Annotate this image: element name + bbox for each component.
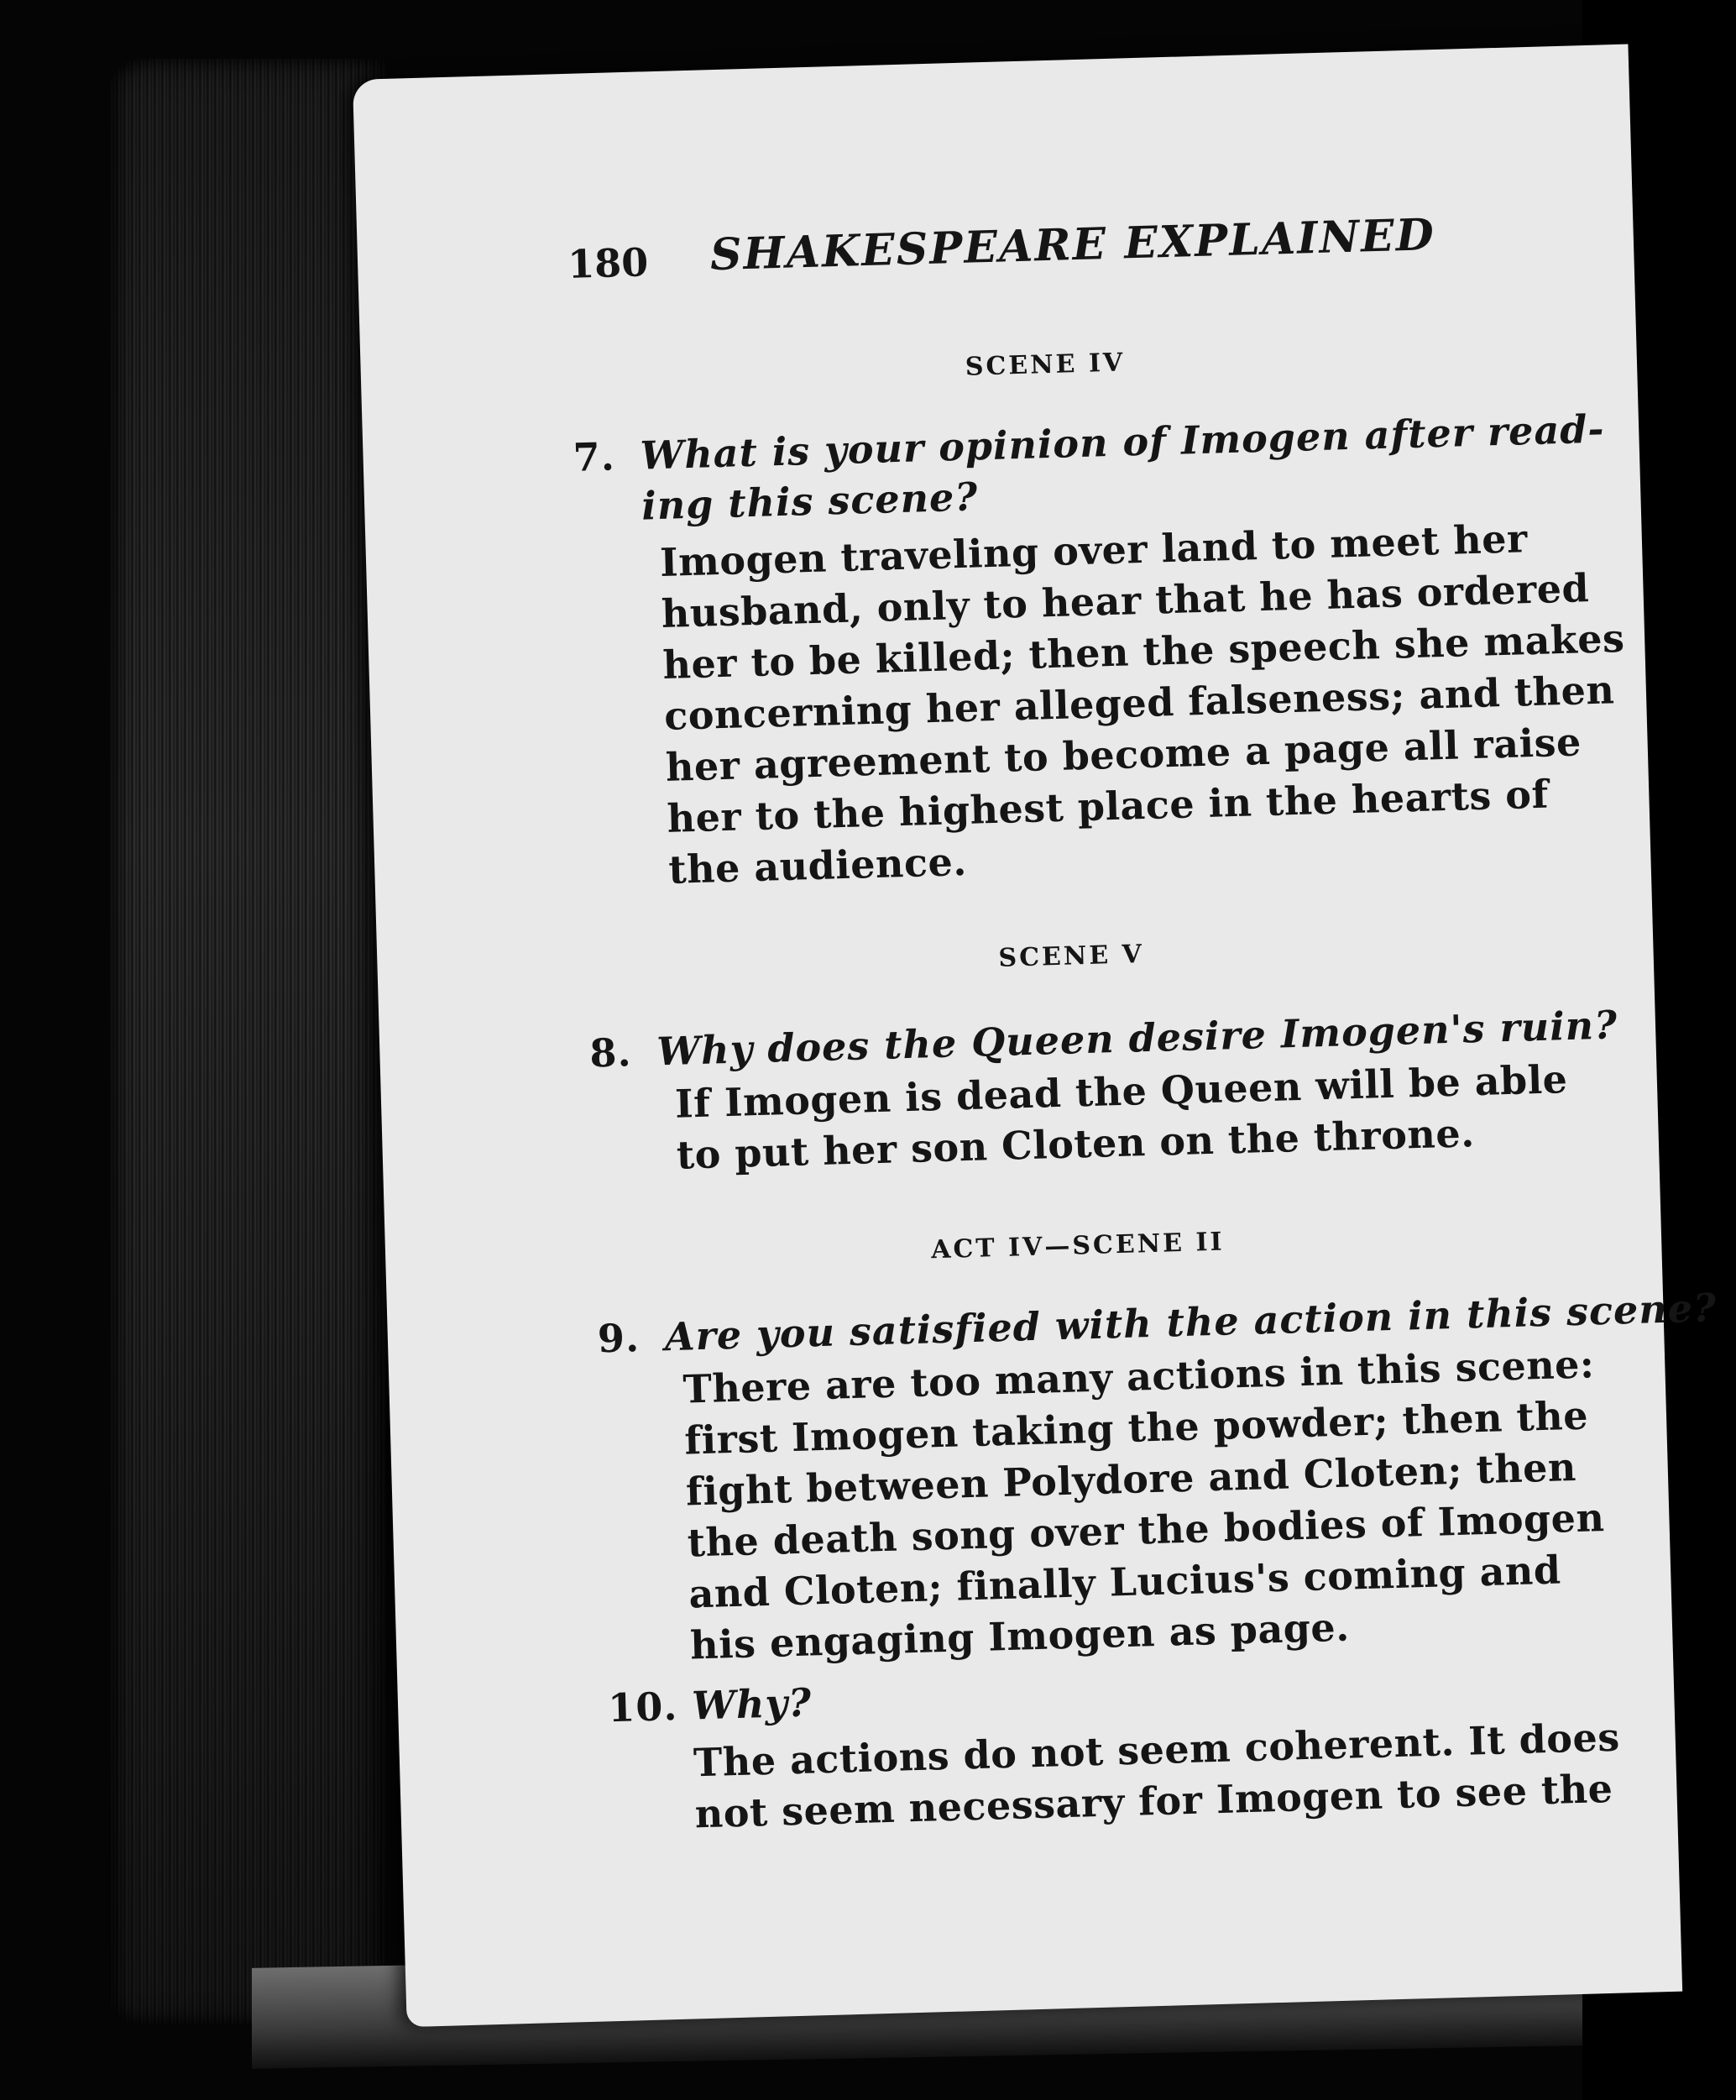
question-number-label: 10. — [607, 1683, 679, 1731]
section-heading: SCENE IV — [965, 348, 1126, 382]
section-heading: ACT IV—SCENE II — [930, 1227, 1225, 1265]
answer-line: his engaging Imogen as page. — [689, 1604, 1351, 1668]
answer-line: the death song over the bodies of Imogen — [687, 1495, 1606, 1566]
answer-line: her agreement to become a page all raise — [665, 719, 1582, 790]
question-line: Are you satisfied with the action in this scene? — [664, 1285, 1718, 1360]
answer-block — [674, 1054, 1570, 1181]
answer-block — [693, 1712, 1622, 1841]
answer-block — [682, 1338, 1608, 1671]
answer-line: her to be killed; then the speech she makes — [661, 615, 1626, 688]
answer-line: If Imogen is dead the Queen will be able — [674, 1056, 1569, 1127]
question-line: Why? — [691, 1679, 813, 1729]
section-heading: SCENE V — [998, 940, 1145, 973]
question-number-label: 9. — [597, 1315, 641, 1362]
answer-line: The actions do not seem coherent. It does — [693, 1714, 1621, 1786]
question-number-label: 7. — [572, 433, 616, 480]
book-page-edge — [109, 59, 386, 2024]
question-number — [589, 1029, 633, 1076]
question-number — [608, 1684, 679, 1731]
question-number-label: 8. — [588, 1029, 633, 1076]
answer-line: her to the highest place in the hearts of — [666, 771, 1550, 841]
answer-line: not seem necessary for Imogen to see the — [694, 1765, 1614, 1837]
answer-line: fight between Polydore and Cloten; then — [685, 1443, 1577, 1515]
answer-line: the audience. — [667, 838, 968, 893]
question-number — [597, 1315, 641, 1361]
answer-line: to put her son Cloten on the throne. — [676, 1110, 1476, 1178]
answer-line: first Imogen taking the powder; then the — [683, 1392, 1589, 1464]
question-line: ing this scene? — [641, 474, 979, 529]
answer-line: There are too many actions in this scene: — [682, 1341, 1596, 1412]
question-line: Why does the Queen desire Imogen's ruin? — [656, 1002, 1618, 1075]
answer-line: Imogen traveling over land to meet her — [659, 516, 1529, 585]
running-title: SHAKESPEARE EXPLAINED — [709, 209, 1436, 281]
question-line: What is your opinion of Imogen after read- — [639, 406, 1606, 479]
page-number: 180 — [567, 239, 649, 287]
answer-block — [659, 511, 1631, 896]
answer-line: and Cloten; finally Lucius's coming and — [688, 1547, 1562, 1617]
question-number — [573, 433, 616, 479]
answer-line: concerning her alleged falseness; and then — [663, 667, 1615, 739]
book-page — [353, 45, 1718, 2028]
answer-line: husband, only to hear that he has ordered — [661, 565, 1590, 636]
